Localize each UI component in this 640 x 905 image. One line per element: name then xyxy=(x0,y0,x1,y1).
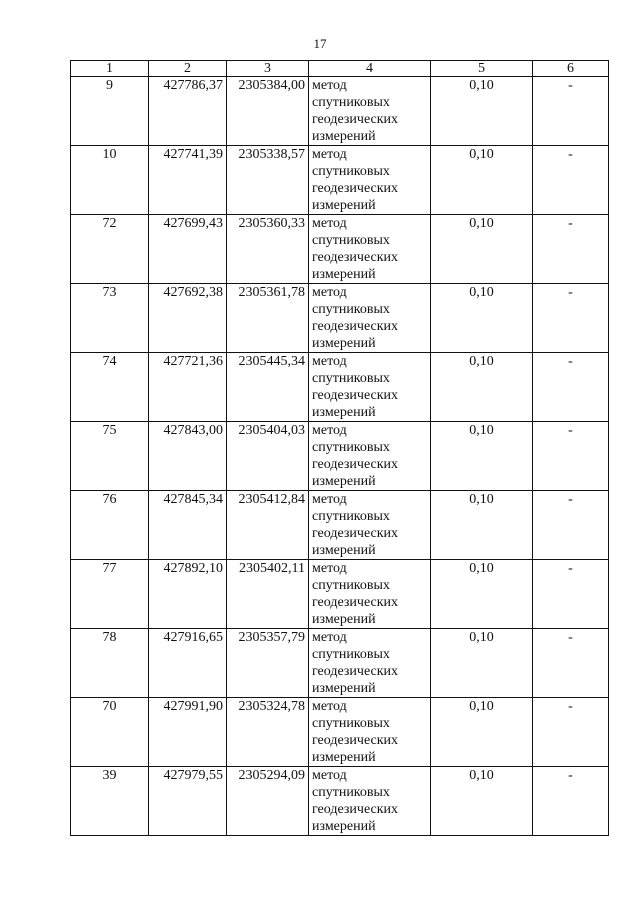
page-number: 17 xyxy=(313,36,327,51)
method-text-line: спутниковых xyxy=(312,716,390,731)
method-text-line: геодезических xyxy=(312,802,399,817)
table-row xyxy=(71,146,609,215)
method-text-line: спутниковых xyxy=(312,440,390,455)
table-body xyxy=(71,77,609,836)
table-row xyxy=(71,284,609,353)
method-text-line: геодезических xyxy=(312,181,399,196)
x-coordinate-cell: 427845,34 xyxy=(149,491,227,560)
method-text-line: геодезических xyxy=(312,526,399,541)
method-text-line: спутниковых xyxy=(312,95,390,110)
y-coordinate-cell: 2305361,78 xyxy=(227,284,309,353)
method-text-line: спутниковых xyxy=(312,578,390,593)
method-cell xyxy=(309,422,431,491)
note-cell: - xyxy=(533,146,609,215)
method-cell xyxy=(309,629,431,698)
y-coordinate-cell: 2305338,57 xyxy=(227,146,309,215)
x-coordinate-cell: 427721,36 xyxy=(149,353,227,422)
x-coordinate-cell: 427692,38 xyxy=(149,284,227,353)
accuracy-cell: 0,10 xyxy=(431,353,533,422)
point-number-cell: 39 xyxy=(71,767,149,836)
point-number-cell: 9 xyxy=(71,77,149,146)
x-coordinate-cell: 427892,10 xyxy=(149,560,227,629)
note-cell: - xyxy=(533,215,609,284)
table-row xyxy=(71,215,609,284)
method-text-line: геодезических xyxy=(312,664,399,679)
accuracy-cell: 0,10 xyxy=(431,560,533,629)
note-cell: - xyxy=(533,77,609,146)
method-text-line: метод xyxy=(312,285,347,300)
note-cell: - xyxy=(533,767,609,836)
method-cell xyxy=(309,560,431,629)
point-number-cell: 76 xyxy=(71,491,149,560)
table-row xyxy=(71,767,609,836)
method-text-line: геодезических xyxy=(312,595,399,610)
method-text-line: метод xyxy=(312,78,347,93)
point-number-cell: 70 xyxy=(71,698,149,767)
y-coordinate-cell: 2305360,33 xyxy=(227,215,309,284)
note-cell: - xyxy=(533,491,609,560)
method-text-line: геодезических xyxy=(312,388,399,403)
method-text-line: метод xyxy=(312,354,347,369)
table-row xyxy=(71,353,609,422)
accuracy-cell: 0,10 xyxy=(431,422,533,491)
y-coordinate-cell: 2305445,34 xyxy=(227,353,309,422)
column-header: 3 xyxy=(227,61,309,77)
method-text-line: спутниковых xyxy=(312,647,390,662)
method-text-line: спутниковых xyxy=(312,164,390,179)
method-text-line: метод xyxy=(312,630,347,645)
method-cell xyxy=(309,698,431,767)
y-coordinate-cell: 2305402,11 xyxy=(227,560,309,629)
x-coordinate-cell: 427979,55 xyxy=(149,767,227,836)
method-text-line: геодезических xyxy=(312,319,399,334)
accuracy-cell: 0,10 xyxy=(431,491,533,560)
method-text-line: измерений xyxy=(312,405,376,420)
method-text-line: геодезических xyxy=(312,112,399,127)
method-text-line: измерений xyxy=(312,267,376,282)
column-header: 2 xyxy=(149,61,227,77)
method-cell xyxy=(309,146,431,215)
method-text-line: измерений xyxy=(312,612,376,627)
point-number-cell: 74 xyxy=(71,353,149,422)
x-coordinate-cell: 427843,00 xyxy=(149,422,227,491)
method-text-line: геодезических xyxy=(312,250,399,265)
y-coordinate-cell: 2305324,78 xyxy=(227,698,309,767)
table-row xyxy=(71,560,609,629)
accuracy-cell: 0,10 xyxy=(431,284,533,353)
method-text-line: геодезических xyxy=(312,457,399,472)
point-number-cell: 10 xyxy=(71,146,149,215)
table-row xyxy=(71,629,609,698)
point-number-cell: 75 xyxy=(71,422,149,491)
method-text-line: спутниковых xyxy=(312,302,390,317)
x-coordinate-cell: 427991,90 xyxy=(149,698,227,767)
column-header: 4 xyxy=(309,61,431,77)
method-cell xyxy=(309,215,431,284)
column-header: 6 xyxy=(533,61,609,77)
accuracy-cell: 0,10 xyxy=(431,698,533,767)
method-text-line: метод xyxy=(312,699,347,714)
note-cell: - xyxy=(533,353,609,422)
y-coordinate-cell: 2305404,03 xyxy=(227,422,309,491)
method-text-line: измерений xyxy=(312,543,376,558)
note-cell: - xyxy=(533,629,609,698)
method-cell xyxy=(309,767,431,836)
column-header: 5 xyxy=(431,61,533,77)
method-text-line: спутниковых xyxy=(312,509,390,524)
y-coordinate-cell: 2305294,09 xyxy=(227,767,309,836)
note-cell: - xyxy=(533,284,609,353)
point-number-cell: 73 xyxy=(71,284,149,353)
x-coordinate-cell: 427699,43 xyxy=(149,215,227,284)
accuracy-cell: 0,10 xyxy=(431,77,533,146)
point-number-cell: 72 xyxy=(71,215,149,284)
method-text-line: спутниковых xyxy=(312,785,390,800)
method-text-line: метод xyxy=(312,216,347,231)
note-cell: - xyxy=(533,560,609,629)
x-coordinate-cell: 427916,65 xyxy=(149,629,227,698)
method-cell xyxy=(309,491,431,560)
point-number-cell: 77 xyxy=(71,560,149,629)
method-text-line: измерений xyxy=(312,336,376,351)
method-text-line: метод xyxy=(312,147,347,162)
accuracy-cell: 0,10 xyxy=(431,629,533,698)
coordinates-table xyxy=(70,60,609,836)
table-row xyxy=(71,77,609,146)
method-text-line: метод xyxy=(312,423,347,438)
method-text-line: измерений xyxy=(312,129,376,144)
method-text-line: измерений xyxy=(312,819,376,834)
table-header-row xyxy=(71,61,609,77)
accuracy-cell: 0,10 xyxy=(431,146,533,215)
method-text-line: метод xyxy=(312,768,347,783)
table-row xyxy=(71,698,609,767)
y-coordinate-cell: 2305412,84 xyxy=(227,491,309,560)
x-coordinate-cell: 427786,37 xyxy=(149,77,227,146)
method-text-line: измерений xyxy=(312,474,376,489)
method-text-line: измерений xyxy=(312,750,376,765)
method-text-line: измерений xyxy=(312,681,376,696)
method-text-line: спутниковых xyxy=(312,233,390,248)
x-coordinate-cell: 427741,39 xyxy=(149,146,227,215)
accuracy-cell: 0,10 xyxy=(431,767,533,836)
method-cell xyxy=(309,284,431,353)
method-text-line: геодезических xyxy=(312,733,399,748)
note-cell: - xyxy=(533,698,609,767)
point-number-cell: 78 xyxy=(71,629,149,698)
method-text-line: метод xyxy=(312,492,347,507)
note-cell: - xyxy=(533,422,609,491)
method-text-line: метод xyxy=(312,561,347,576)
y-coordinate-cell: 2305384,00 xyxy=(227,77,309,146)
accuracy-cell: 0,10 xyxy=(431,215,533,284)
method-cell xyxy=(309,353,431,422)
method-cell xyxy=(309,77,431,146)
method-text-line: спутниковых xyxy=(312,371,390,386)
table-row xyxy=(71,491,609,560)
y-coordinate-cell: 2305357,79 xyxy=(227,629,309,698)
method-text-line: измерений xyxy=(312,198,376,213)
column-header: 1 xyxy=(71,61,149,77)
table-row xyxy=(71,422,609,491)
